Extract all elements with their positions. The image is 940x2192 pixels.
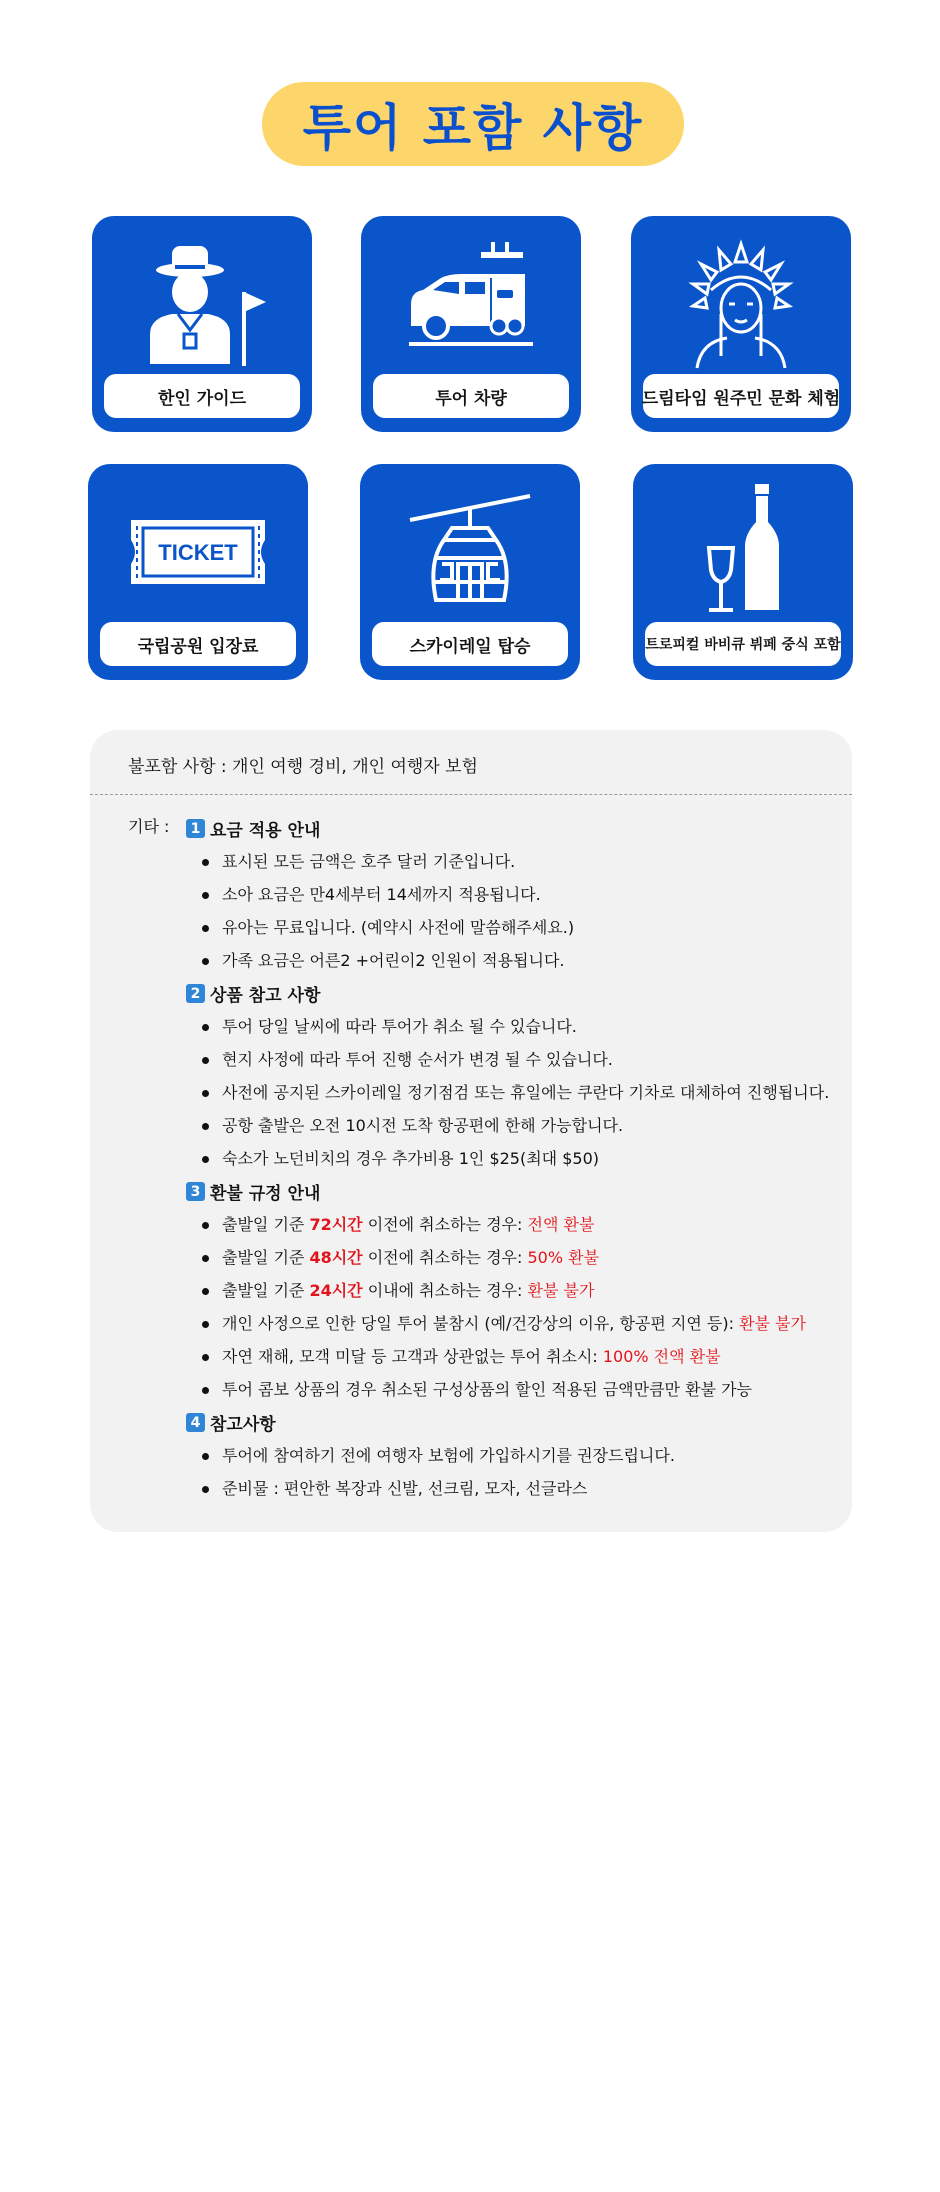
list-item: 표시된 모든 금액은 호주 달러 기준입니다. bbox=[186, 845, 832, 878]
list-item: 가족 요금은 어른2 +어린이2 인원이 적용됩니다. bbox=[186, 944, 832, 977]
refund-text: 개인 사정으로 인한 당일 투어 불참시 (예/건강상의 이유, 항공편 지연 등): bbox=[222, 1314, 740, 1333]
card-label: 드림타임 원주민 문화 체험 bbox=[643, 374, 839, 418]
card-skyrail bbox=[360, 464, 580, 680]
refund-text: 이내에 취소하는 경우: bbox=[362, 1281, 528, 1300]
refund-item bbox=[186, 1274, 832, 1307]
wine-icon bbox=[633, 482, 853, 622]
refund-text: 출발일 기준 bbox=[222, 1281, 310, 1300]
card-label: 트로피컬 바비큐 뷔페 중식 포함 bbox=[645, 622, 841, 666]
dashed-divider bbox=[90, 794, 852, 795]
notes-sections bbox=[186, 812, 832, 1505]
refund-text: 출발일 기준 bbox=[222, 1215, 310, 1234]
card-korean-guide bbox=[92, 216, 312, 432]
refund-result: 100% 전액 환불 bbox=[602, 1347, 721, 1366]
refund-hours: 24시간 bbox=[309, 1281, 363, 1300]
refund-result: 환불 불가 bbox=[527, 1281, 595, 1300]
list-item: 투어 당일 날씨에 따라 투어가 취소 될 수 있습니다. bbox=[186, 1010, 832, 1043]
card-label: 투어 차량 bbox=[373, 374, 569, 418]
refund-result: 환불 불가 bbox=[739, 1314, 806, 1333]
list-item: 공항 출발은 오전 10시전 도착 항공편에 한해 가능합니다. bbox=[186, 1109, 832, 1142]
section-number: 3 bbox=[186, 1182, 205, 1201]
refund-hours: 72시간 bbox=[309, 1215, 363, 1234]
list-item: 숙소가 노던비치의 경우 추가비용 1인 $25(최대 $50) bbox=[186, 1142, 832, 1175]
title-banner bbox=[262, 82, 684, 166]
refund-item bbox=[186, 1340, 832, 1373]
ticket-text: TICKET bbox=[158, 540, 238, 565]
list-item: 사전에 공지된 스카이레일 정기점검 또는 휴일에는 쿠란다 기차로 대체하여 진행됩니다. bbox=[186, 1076, 832, 1109]
card-tour-vehicle bbox=[361, 216, 581, 432]
refund-text: 이전에 취소하는 경우: bbox=[362, 1248, 528, 1267]
card-bbq-buffet-lunch bbox=[633, 464, 853, 680]
refund-text: 이전에 취소하는 경우: bbox=[362, 1215, 528, 1234]
page-title: 투어 포함 사항 bbox=[302, 99, 644, 157]
list-item: 투어에 참여하기 전에 여행자 보험에 가입하시기를 권장드립니다. bbox=[186, 1439, 832, 1472]
list-item: 소아 요금은 만4세부터 14세까지 적용됩니다. bbox=[186, 878, 832, 911]
card-aboriginal-culture bbox=[631, 216, 851, 432]
guide-icon bbox=[92, 234, 312, 374]
refund-item bbox=[186, 1373, 832, 1406]
card-label: 한인 가이드 bbox=[104, 374, 300, 418]
section-heading bbox=[186, 1175, 832, 1208]
refund-text: 투어 콤보 상품의 경우 취소된 구성상품의 할인 적용된 금액만큼만 환불 가능 bbox=[222, 1380, 752, 1399]
refund-result: 50% 환불 bbox=[527, 1248, 600, 1267]
section-title: 요금 적용 안내 bbox=[210, 821, 321, 841]
info-box bbox=[90, 730, 852, 1532]
section-title: 상품 참고 사항 bbox=[210, 986, 321, 1006]
section-number: 4 bbox=[186, 1413, 205, 1432]
section-heading bbox=[186, 977, 832, 1010]
refund-result: 전액 환불 bbox=[527, 1215, 595, 1234]
refund-text: 출발일 기준 bbox=[222, 1248, 310, 1267]
list-item: 유아는 무료입니다. (예약시 사전에 말씀해주세요.) bbox=[186, 911, 832, 944]
section-number: 1 bbox=[186, 819, 205, 838]
card-national-park-fee bbox=[88, 464, 308, 680]
etc-label: 기타 : bbox=[128, 817, 170, 836]
card-label: 국립공원 입장료 bbox=[100, 622, 296, 666]
camper-van-icon bbox=[361, 234, 581, 374]
refund-item bbox=[186, 1307, 832, 1340]
cable-car-icon bbox=[360, 482, 580, 622]
refund-text: 자연 재해, 모객 미달 등 고객과 상관없는 투어 취소시: bbox=[222, 1347, 603, 1366]
section-heading bbox=[186, 1406, 832, 1439]
ticket-icon bbox=[88, 482, 308, 622]
card-label: 스카이레일 탑승 bbox=[372, 622, 568, 666]
refund-item bbox=[186, 1208, 832, 1241]
list-item: 현지 사정에 따라 투어 진행 순서가 변경 될 수 있습니다. bbox=[186, 1043, 832, 1076]
refund-item bbox=[186, 1241, 832, 1274]
section-number: 2 bbox=[186, 984, 205, 1003]
section-heading bbox=[186, 812, 832, 845]
refund-hours: 48시간 bbox=[309, 1248, 363, 1267]
excluded-items: 불포함 사항 : 개인 여행 경비, 개인 여행자 보험 bbox=[128, 757, 478, 777]
aboriginal-headdress-icon bbox=[631, 234, 851, 374]
section-title: 참고사항 bbox=[210, 1415, 276, 1435]
list-item: 준비물 : 편안한 복장과 신발, 선크림, 모자, 선글라스 bbox=[186, 1472, 832, 1505]
section-title: 환불 규정 안내 bbox=[210, 1184, 321, 1204]
